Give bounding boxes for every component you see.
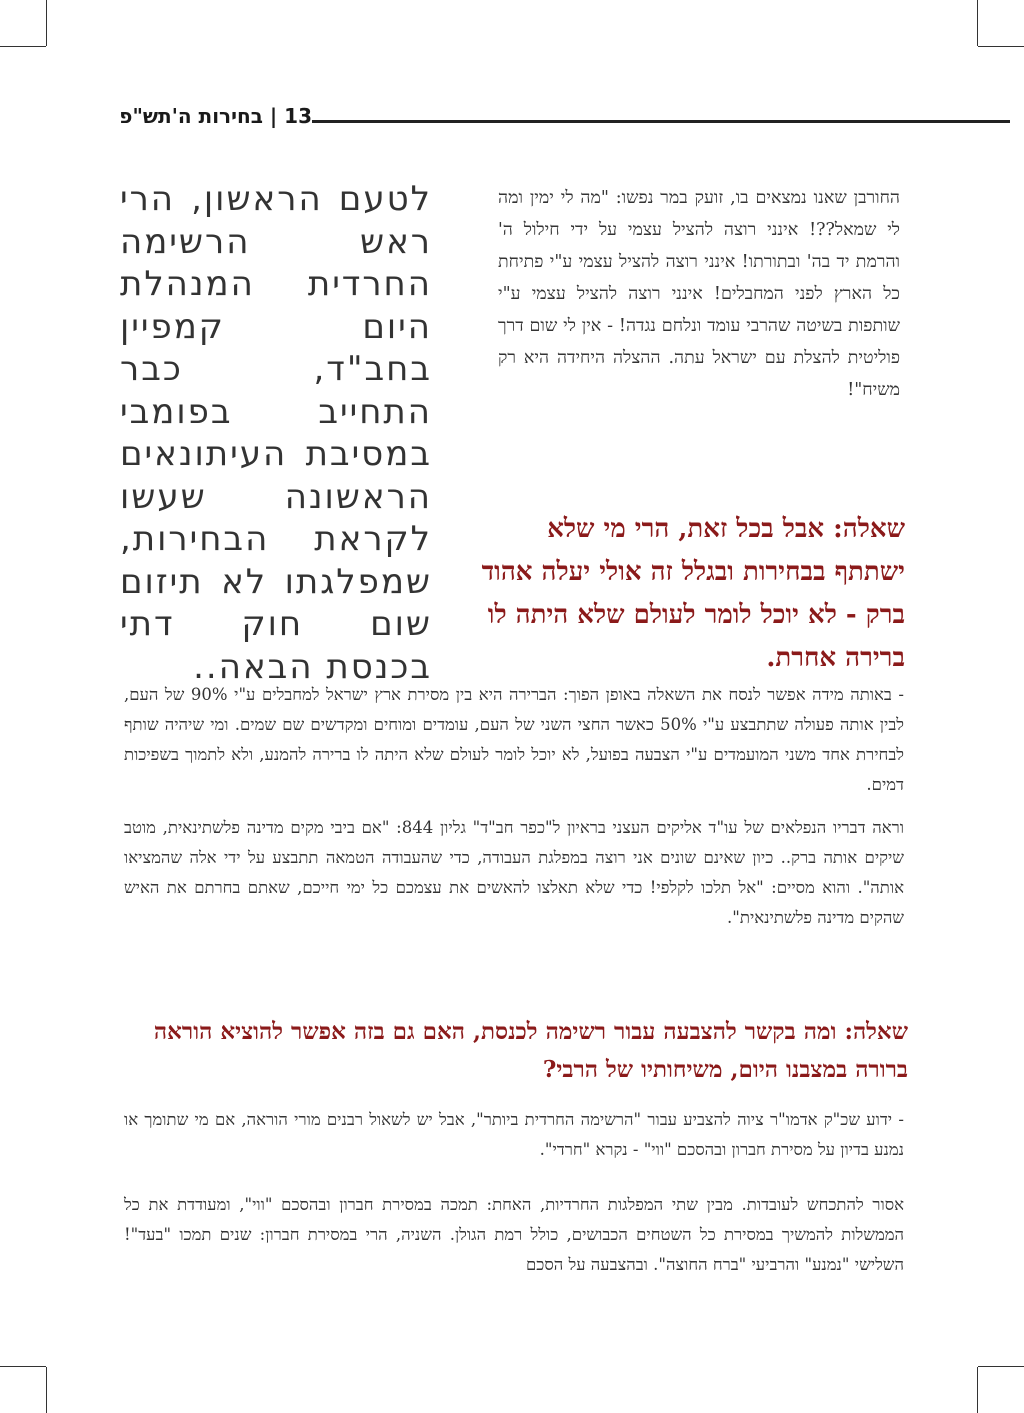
crop-mark <box>977 1367 978 1413</box>
header-rule <box>312 120 1010 123</box>
answer-paragraph-2b: אסור להתכחש לעובדות. מבין שתי המפלגות החרדיות, האחת: תמכה במסירת חברון ובהסכם "ווי", ומעודדת את כל הממשלות להמשיך במסירת כל השטחים הכבושים, כולל רמת הגולן. השניה, הרי במסירת חברון: שנים תמכו "בעד"! השלישי "נמנע" והרביעי "ברח החוצה". ובהצבעה על הסכם <box>124 1195 904 1274</box>
crop-mark <box>0 46 46 47</box>
question-heading-1: שאלה: אבל בכל זאת, הרי מי שלא ישתתף בבחירות ובגלל זה אולי יעלה אהוד ברק - לא יוכל לומר לעולם שלא היתה לו ברירה אחרת. <box>481 514 905 673</box>
column-paragraph: החורבן שאנו נמצאים בו, זועק במר נפשו: "מה לי ימין ומה לי שמאל??! אינני רוצה להציל עצמי על ידי חילול ה' והרמת יד בה' ובתורתו! אינני רוצה להציל עצמי ע"י פתיחת כל הארץ לפני המחבלים! אינני רוצה להציל עצמי ע"י שותפות בשיטה שהרבי עומד ונלחם נגדה! - אין לי שום דרך פוליטית להצלת עם ישראל עתה. ההצלה היחידה היא רק משיח"! <box>498 188 900 400</box>
crop-mark <box>977 0 978 46</box>
page-header: 13 | בחירות ה'תש"פ <box>119 104 312 128</box>
crop-mark <box>46 0 47 46</box>
answer-paragraph-1b: וראה דבריו הנפלאים של עו"ד אליקים העצני בראיון ל"כפר חב"ד" גליון 844: "אם ביבי מקים מדינה פלשתינאית, מוטב שיקים אותה ברק.. כיון שאינם שונים אני רוצה במפלגת העבודה, כדי שהעבודה הטמאה תתבצע על ידי אלה שהמציאו אותה". והוא מסיים: "אל תלכו לקלפי! כדי שלא תאלצו להאשים את עצמכם כל ימי חייכם, שאתם בחרתם את האיש שהקים מדינה פלשתינאית". <box>124 818 904 927</box>
question-heading-2: שאלה: ומה בקשר להצבעה עבור רשימה לכנסת, האם גם בזה אפשר להוציא הוראה ברורה במצבנו היום, משיחותיו של הרבי? <box>153 1018 908 1083</box>
pull-quote: לטעם הראשון, הרי ראש הרשימה החרדית המנהלת היום קמפיין בחב"ד, כבר התחייב בפומבי במסיבת העיתונאים הראשונה שעשו לקראת הבחירות, שמפלגתו לא תיזום שום חוק דתי בכנסת הבאה.. <box>120 179 432 687</box>
crop-mark <box>978 46 1024 47</box>
crop-mark <box>46 1367 47 1413</box>
crop-mark <box>978 1366 1024 1367</box>
answer-paragraph-2a: - ידוע שכ"ק אדמו"ר ציוה להצביע עבור "הרשימה החרדית ביותר", אבל יש לשאול רבנים מורי הוראה, אם מי שתומך או נמנע בדיון על מסירת חברון ובהסכם "ווי" - נקרא "חרדי". <box>124 1110 904 1159</box>
answer-paragraph-1a: - באותה מידה אפשר לנסח את השאלה באופן הפוך: הברירה היא בין מסירת ארץ ישראל למחבלים ע"י 90% של העם, לבין אותה פעולה שתתבצע ע"י 50% כאשר החצי השני של העם, עומדים ומוחים ומקדשים שם שמים. ומי שיהיה שותף לבחירת אחד משני המועמדים ע"י הצבעה בפועל, לא יוכל לומר לעולם שלא היתה לו ברירה להמנע, ולא לתמוך בשפיכות דמים. <box>124 685 904 794</box>
crop-mark <box>0 1366 46 1367</box>
